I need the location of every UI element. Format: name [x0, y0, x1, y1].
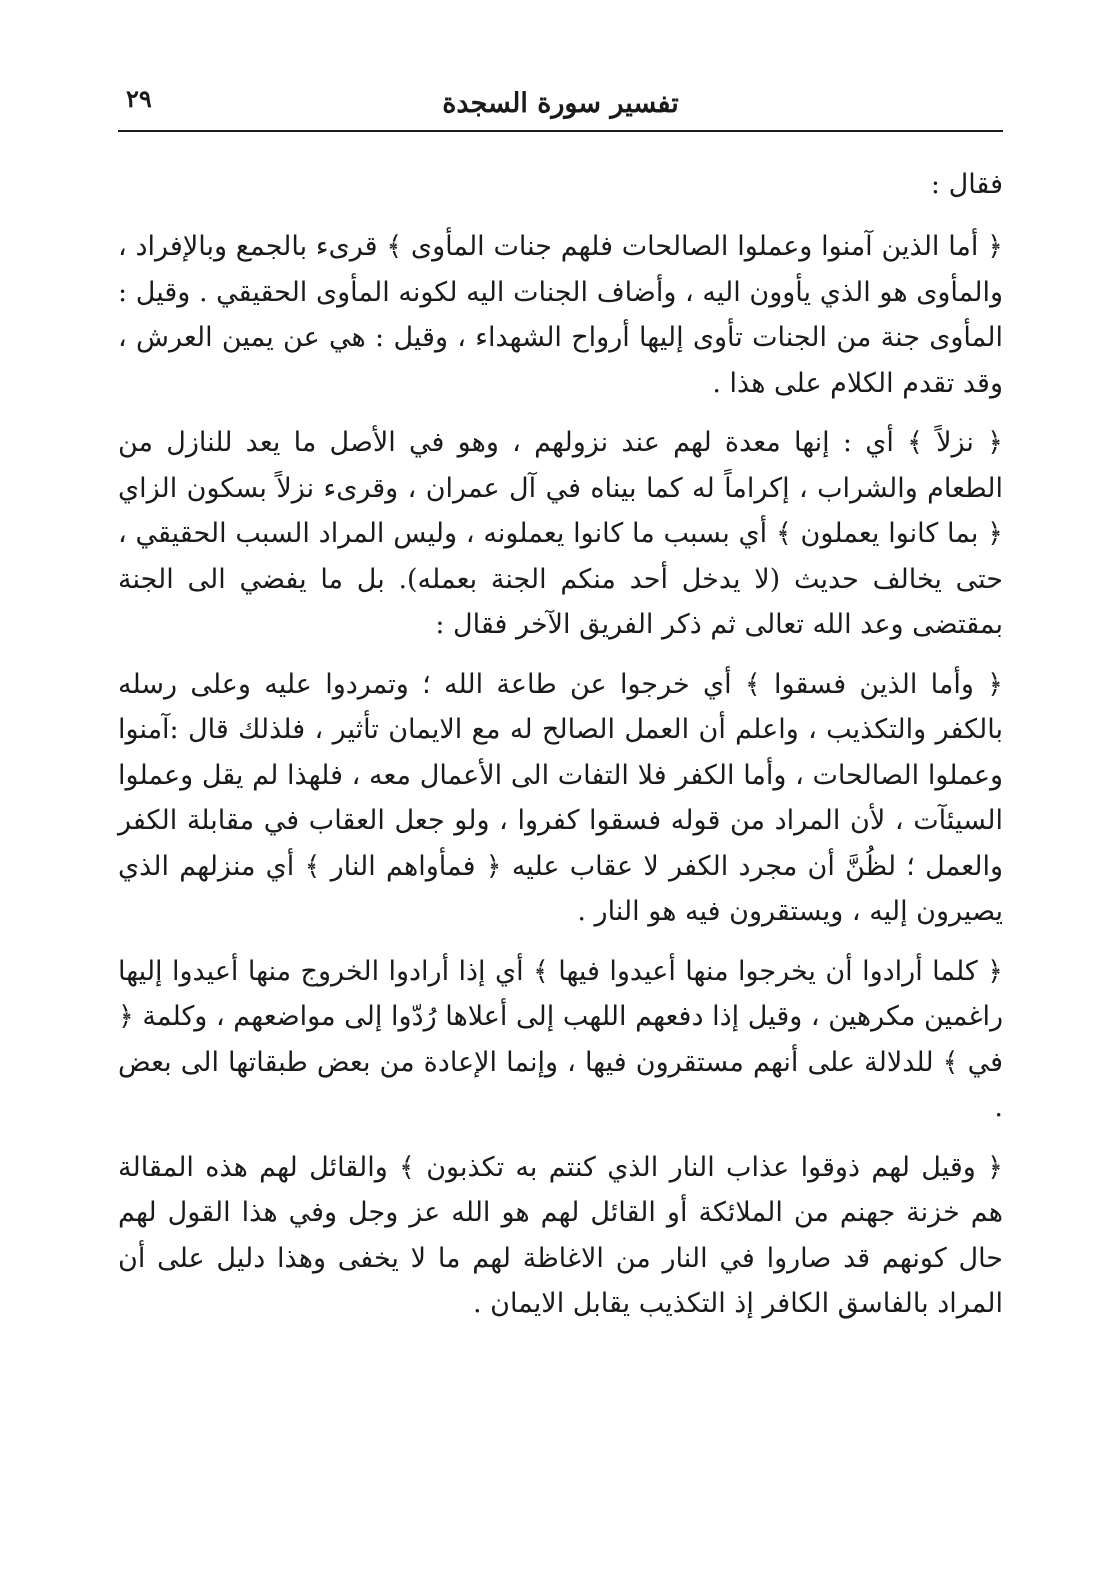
paragraph: ﴿ أما الذين آمنوا وعملوا الصالحات فلهم جنات المأوى ﴾ قرىء بالجمع وبالإفراد ، والمأوى هو الذي يأوون اليه ، وأضاف الجنات اليه لكونه المأوى الحقيقي . وقيل : المأوى جنة من الجنات تأوى إليها أرواح الشهداء ، وقيل : هي عن يمين العرش ، وقد تقدم الكلام على هذا . [118, 231, 1003, 399]
intro-line: فقال : [930, 169, 1003, 200]
page-header [118, 80, 1003, 132]
paragraph: ﴿ وأما الذين فسقوا ﴾ أي خرجوا عن طاعة الله ؛ وتمردوا عليه وعلى رسله بالكفر والتكذيب ، واعلم أن العمل الصالح له مع الايمان تأثير ، فلذلك قال :آمنوا وعملوا الصالحات ، وأما الكفر فلا التفات الى الأعمال معه ، فلهذا لم يقل وعملوا السيئآت ، لأن المراد من قوله فسقوا كفروا ، ولو جعل العقاب في مقابلة الكفر والعمل ؛ لظُنَّ أن مجرد الكفر لا عقاب عليه ﴿ فمأواهم النار ﴾ أي منزلهم الذي يصيرون إليه ، ويستقرون فيه هو النار . [118, 668, 1003, 927]
page-number: ٢٩ [126, 84, 152, 113]
running-title: تفسير سورة السجدة [442, 88, 679, 119]
page-body [118, 160, 1003, 1327]
paragraph: ﴿ كلما أرادوا أن يخرجوا منها أعيدوا فيها ﴾ أي إذا أرادوا الخروج منها أعيدوا إليها راغمين مكرهين ، وقيل إذا دفعهم اللهب إلى أعلاها رُدّوا إلى مواضعهم ، وكلمة ﴿ في ﴾ للدلالة على أنهم مستقرون فيها ، وإنما الإعادة من بعض طبقاتها الى بعض . [118, 955, 1003, 1123]
paragraph: ﴿ نزلاً ﴾ أي : إنها معدة لهم عند نزولهم ، وهو في الأصل ما يعد للنازل من الطعام والشراب ، إكراماً له كما بيناه في آل عمران ، وقرىء نزلاً بسكون الزاي ﴿ بما كانوا يعملون ﴾ أي بسبب ما كانوا يعملونه ، وليس المراد السبب الحقيقي ، حتى يخالف حديث (لا يدخل أحد منكم الجنة بعمله). بل ما يفضي الى الجنة بمقتضى وعد الله تعالى ثم ذكر الفريق الآخر فقال : [118, 427, 1003, 640]
paragraph: ﴿ وقيل لهم ذوقوا عذاب النار الذي كنتم به تكذبون ﴾ والقائل لهم هذه المقالة هم خزنة جهنم من الملائكة أو القائل لهم هو الله عز وجل وفي هذا القول لهم حال كونهم قد صاروا في النار من الاغاظة لهم ما لا يخفى وهذا دليل على أن المراد بالفاسق الكافر إذ التكذيب يقابل الايمان . [118, 1151, 1003, 1319]
